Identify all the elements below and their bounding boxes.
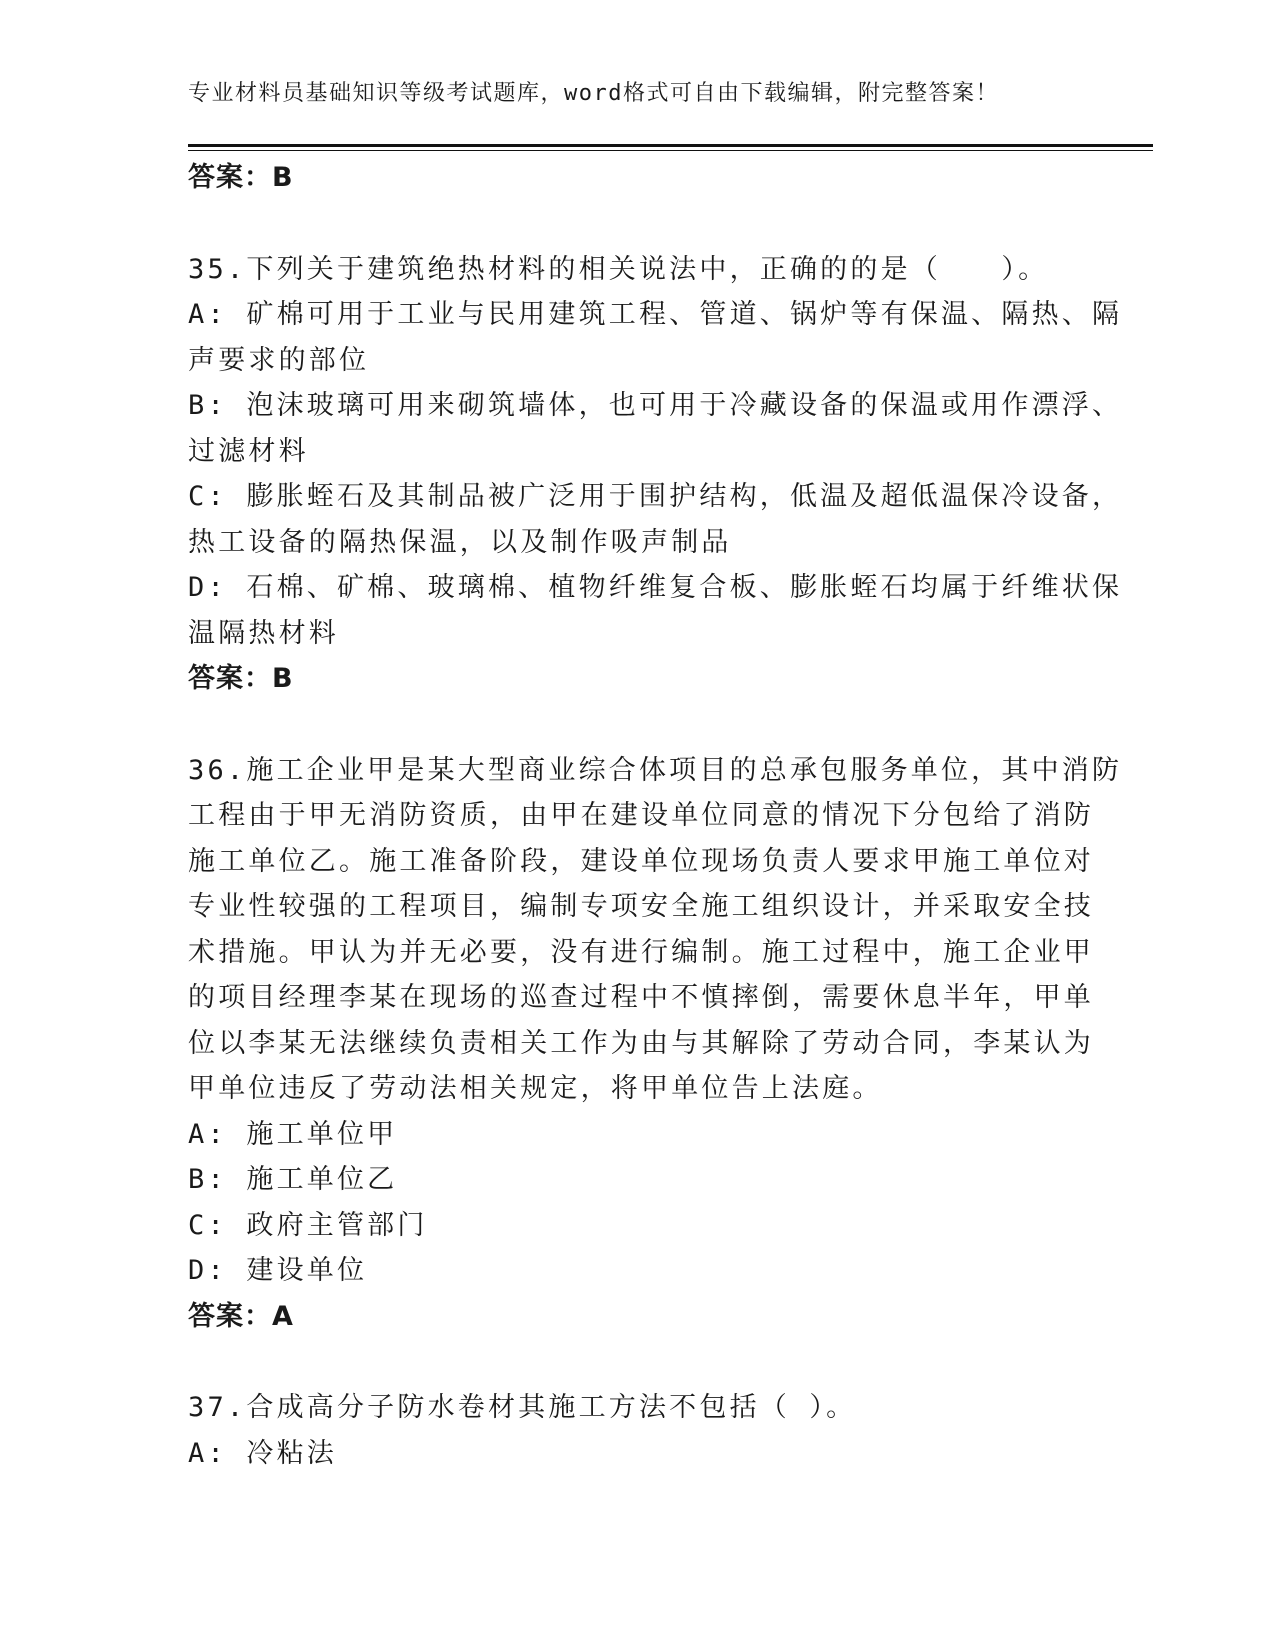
question-stem-line-6: 的项目经理李某在现场的巡查过程中不慎摔倒，需要休息半年，甲单 [188,982,1094,1013]
spacer [188,702,1088,748]
answer-previous: 答案：B [188,162,294,193]
question-stem: 35.下列关于建筑绝热材料的相关说法中，正确的的是（ ）。 [188,253,1049,285]
option-d-line-2: 温隔热材料 [188,617,339,649]
question-stem-line-3: 施工单位乙。施工准备阶段，建设单位现场负责人要求甲施工单位对 [188,845,1094,877]
header-rule-thick [188,144,1153,147]
answer-36: 答案：A [188,1300,294,1332]
question-stem-line-4: 专业性较强的工程项目，编制专项安全施工组织设计，并采取安全技 [188,891,1094,922]
option-d: D: 建设单位 [188,1255,368,1286]
option-b-line-1: B: 泡沫玻璃可用来砌筑墙体，也可用于冷藏设备的保温或用作漂浮、 [188,390,1123,421]
question-37 [188,1385,1088,1476]
option-d-line-1: D: 石棉、矿棉、玻璃棉、植物纤维复合板、膨胀蛭石均属于纤维状保 [188,572,1123,603]
spacer [188,1339,1088,1385]
question-stem-line-1: 36.施工企业甲是某大型商业综合体项目的总承包服务单位，其中消防 [188,754,1123,786]
spacer [188,201,1088,247]
page-header: 专业材料员基础知识等级考试题库，word格式可自由下载编辑，附完整答案！ [188,81,999,106]
question-stem-line-8: 甲单位违反了劳动法相关规定，将甲单位告上法庭。 [188,1073,883,1104]
option-a-line-2: 声要求的部位 [188,344,370,376]
question-stem-line-2: 工程由于甲无消防资质，由甲在建设单位同意的情况下分包给了消防 [188,800,1094,831]
option-a-line-1: A: 矿棉可用于工业与民用建筑工程、管道、锅炉等有保温、隔热、隔 [188,299,1123,330]
question-stem: 37.合成高分子防水卷材其施工方法不包括（ ）。 [188,1392,857,1423]
question-stem-line-5: 术措施。甲认为并无必要，没有进行编制。施工过程中，施工企业甲 [188,936,1094,968]
question-36 [188,748,1123,1340]
question-body [188,155,1123,1476]
question-35 [188,247,1123,702]
option-c-line-1: C: 膨胀蛭石及其制品被广泛用于围护结构，低温及超低温保冷设备， [188,481,1123,512]
answer-35: 答案：B [188,663,294,694]
option-a: A: 施工单位甲 [188,1118,398,1150]
question-stem-line-7: 位以李某无法继续负责相关工作为由与其解除了劳动合同，李某认为 [188,1027,1094,1059]
option-b: B: 施工单位乙 [188,1164,398,1195]
option-a: A: 冷粘法 [188,1437,337,1469]
header-rule-thin [188,150,1153,151]
option-c-line-2: 热工设备的隔热保温，以及制作吸声制品 [188,526,732,558]
option-b-line-2: 过滤材料 [188,435,309,467]
option-c: C: 政府主管部门 [188,1209,428,1241]
